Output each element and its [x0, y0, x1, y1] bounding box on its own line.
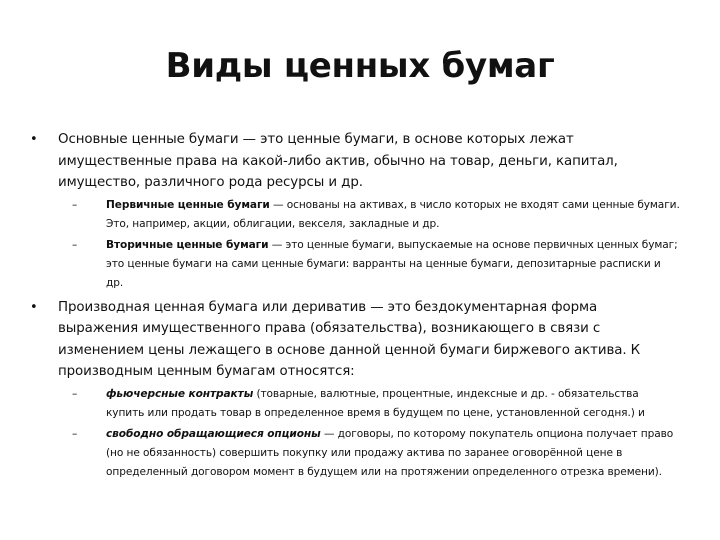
sub-term: свободно обращающиеся опционы	[106, 427, 321, 440]
sub-text: — основаны на активах, в число которых не входят сами ценные бумаги. Это, например, акции, облигации, векселя, закладные и др.	[106, 198, 680, 230]
sub-text: (товарные, валютные, процентные, индексные и др. - обязательства купить или продать товар в определенное время в будущем по цене, установленной сегодня.) и	[106, 387, 645, 419]
sub-term: фьючерсные контракты	[106, 387, 254, 400]
dash-marker: –	[72, 238, 78, 251]
bullet-text: Основные ценные бумаги — это ценные бумаги, в основе которых лежат имущественные права на какой-либо актив, обычно на товар, деньги, капитал, имущество, различного рода ресурсы и др.	[58, 132, 618, 190]
sub-text: — договоры, по которому покупатель опциона получает право (но не обязанность) совершить покупку или продажу актива по заранее оговорённой цене в определенный договором момент в будущем или на протяжении определенного отрезка времени).	[106, 427, 674, 478]
dash-marker: –	[72, 198, 78, 211]
bullet-marker: •	[30, 299, 38, 315]
bullet-derivatives	[30, 297, 680, 383]
sub-term: Первичные ценные бумаги	[106, 198, 270, 211]
dash-marker: –	[72, 387, 78, 400]
dash-marker: –	[72, 427, 78, 440]
slide-title: Виды ценных бумаг	[165, 46, 555, 86]
sub-list-primary	[30, 196, 680, 293]
slide-content	[30, 129, 680, 486]
sub-term: Вторичные ценные бумаги	[106, 238, 269, 251]
sub-item-options	[58, 425, 680, 482]
sub-text: — это ценные бумаги, выпускаемые на основе первичных ценных бумаг; это ценные бумаги на сами ценные бумаги: варранты на ценные бумаги, депозитарные расписки и др.	[106, 238, 678, 289]
sub-item-first-order	[58, 196, 680, 234]
bullet-marker: •	[30, 132, 38, 147]
sub-item-futures	[58, 385, 680, 423]
bullet-text: Производная ценная бумага или дериватив — это бездокументарная форма выражения имущественного права (обязательства), возникающего в связи с изменением цены лежащего в основе данной ценной бумаги биржевого актива. К производным ценным бумагам относятся:	[58, 299, 641, 379]
sub-item-second-order	[58, 236, 680, 293]
sub-list-derivatives	[30, 385, 680, 482]
bullet-primary-securities	[30, 129, 680, 194]
